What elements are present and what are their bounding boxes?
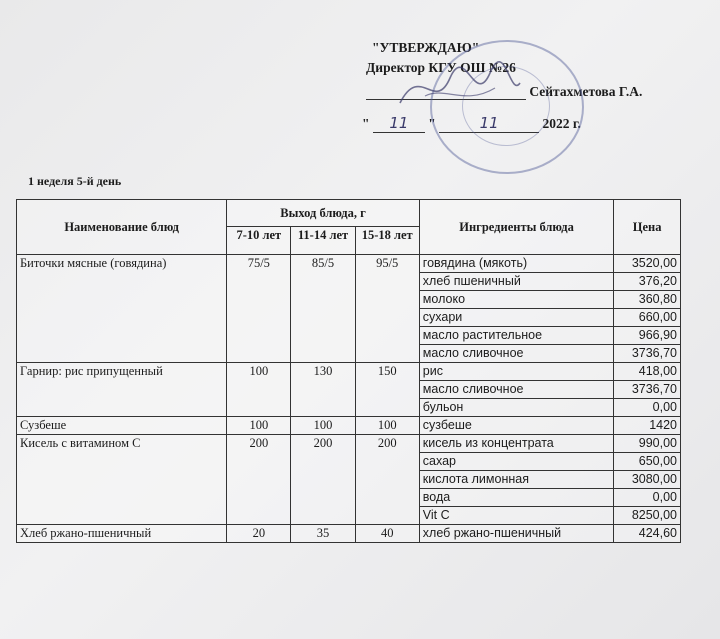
date-year: 2022 г. (542, 116, 581, 131)
ingredient-name: рис (419, 363, 614, 381)
ingredient-price: 1420 (614, 417, 681, 435)
table-row (17, 417, 681, 435)
dish-name: Хлеб ржано-пшеничный (17, 525, 227, 543)
director-name: Сейтахметова Г.А. (529, 84, 643, 99)
ingredient-name: бульон (419, 399, 614, 417)
portion-15-18: 100 (355, 417, 419, 435)
ingredient-name: кислота лимонная (419, 471, 614, 489)
ingredient-name: вода (419, 489, 614, 507)
ingredient-price: 424,60 (614, 525, 681, 543)
dish-name: Биточки мясные (говядина) (17, 255, 227, 363)
ingredient-name: хлеб ржано-пшеничный (419, 525, 614, 543)
approval-date: " 11 " 11 2022 г. (362, 114, 581, 132)
header-age-7-10: 7-10 лет (227, 227, 291, 255)
portion-7-10: 75/5 (227, 255, 291, 363)
dish-name: Гарнир: рис припущенный (17, 363, 227, 417)
header-age-15-18: 15-18 лет (355, 227, 419, 255)
ingredient-name: масло сливочное (419, 381, 614, 399)
header-ingredients: Ингредиенты блюда (419, 200, 614, 255)
ingredient-price: 3736,70 (614, 381, 681, 399)
ingredient-name: кисель из концентрата (419, 435, 614, 453)
ingredient-name: хлеб пшеничный (419, 273, 614, 291)
portion-15-18: 95/5 (355, 255, 419, 363)
portion-11-14: 100 (291, 417, 355, 435)
portion-7-10: 20 (227, 525, 291, 543)
ingredient-price: 360,80 (614, 291, 681, 309)
ingredient-price: 0,00 (614, 489, 681, 507)
header-dish-name: Наименование блюд (17, 200, 227, 255)
portion-7-10: 200 (227, 435, 291, 525)
portion-11-14: 200 (291, 435, 355, 525)
director-title: Директор КГУ ОШ №26 (366, 60, 516, 75)
dish-name: Сузбеше (17, 417, 227, 435)
ingredient-price: 376,20 (614, 273, 681, 291)
portion-15-18: 200 (355, 435, 419, 525)
ingredient-name: масло сливочное (419, 345, 614, 363)
table-row (17, 525, 681, 543)
header-output: Выход блюда, г (227, 200, 420, 227)
table-row (17, 255, 681, 273)
ingredient-name: сузбеше (419, 417, 614, 435)
ingredient-price: 966,90 (614, 327, 681, 345)
ingredient-price: 418,00 (614, 363, 681, 381)
table-row (17, 363, 681, 381)
portion-7-10: 100 (227, 363, 291, 417)
ingredient-name: сухари (419, 309, 614, 327)
ingredient-price: 8250,00 (614, 507, 681, 525)
ingredient-name: Vit C (419, 507, 614, 525)
table-row (17, 435, 681, 453)
ingredient-price: 0,00 (614, 399, 681, 417)
date-day: 11 (389, 114, 409, 132)
menu-table (16, 199, 681, 543)
week-day-label: 1 неделя 5-й день (28, 174, 122, 188)
approve-title: "УТВЕРЖДАЮ" (372, 40, 480, 55)
header-age-11-14: 11-14 лет (291, 227, 355, 255)
ingredient-price: 660,00 (614, 309, 681, 327)
portion-15-18: 150 (355, 363, 419, 417)
portion-11-14: 130 (291, 363, 355, 417)
ingredient-price: 3520,00 (614, 255, 681, 273)
ingredient-price: 650,00 (614, 453, 681, 471)
header-price: Цена (614, 200, 681, 255)
portion-15-18: 40 (355, 525, 419, 543)
dish-name: Кисель с витамином С (17, 435, 227, 525)
ingredient-price: 990,00 (614, 435, 681, 453)
portion-11-14: 85/5 (291, 255, 355, 363)
portion-11-14: 35 (291, 525, 355, 543)
ingredient-price: 3736,70 (614, 345, 681, 363)
portion-7-10: 100 (227, 417, 291, 435)
date-month: 11 (479, 114, 499, 132)
ingredient-name: говядина (мякоть) (419, 255, 614, 273)
ingredient-price: 3080,00 (614, 471, 681, 489)
ingredient-name: сахар (419, 453, 614, 471)
ingredient-name: масло растительное (419, 327, 614, 345)
signature-scribble (395, 58, 525, 118)
ingredient-name: молоко (419, 291, 614, 309)
